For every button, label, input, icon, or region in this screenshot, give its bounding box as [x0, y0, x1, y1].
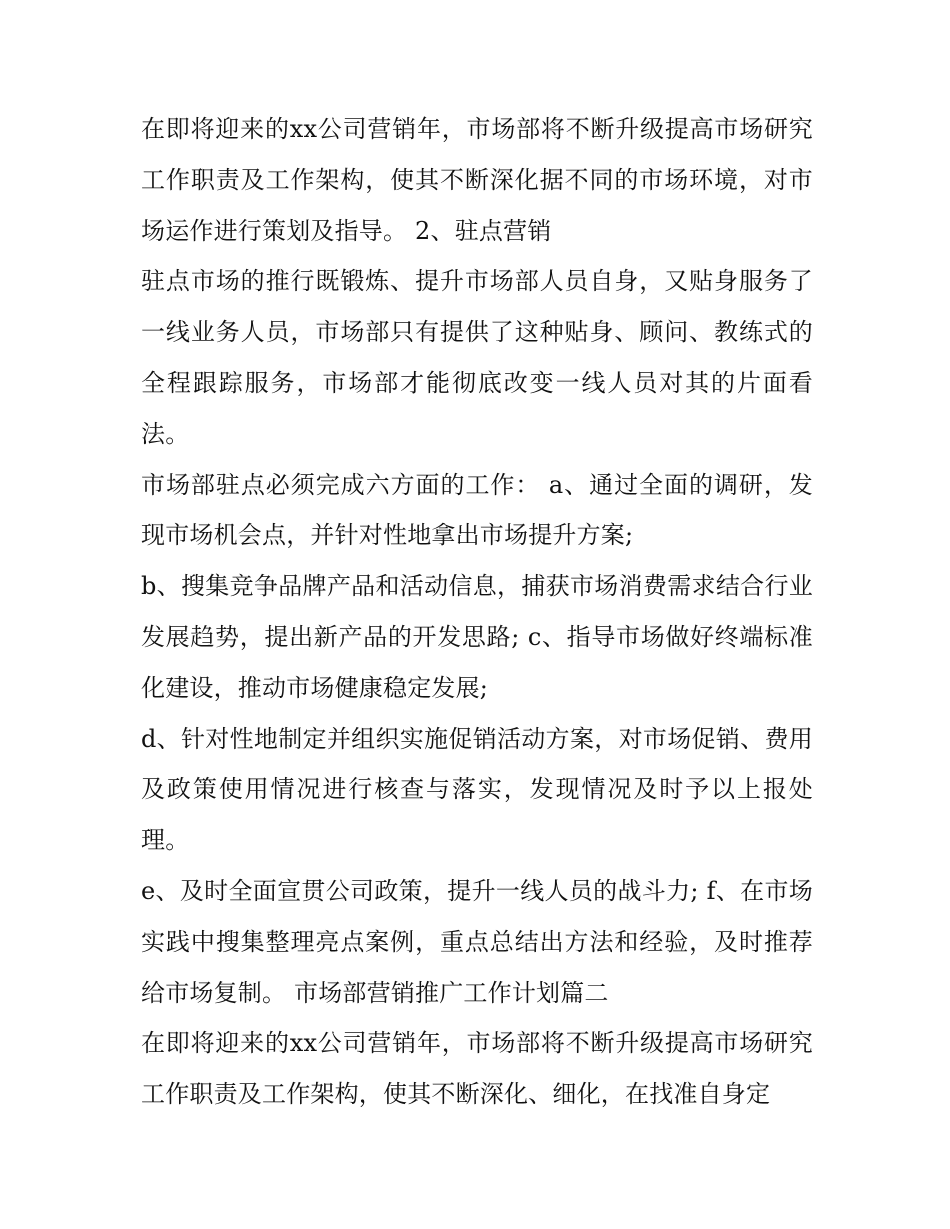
paragraph-6: e、及时全面宣贯公司政策，提升一线人员的战斗力; f、在市场实践中搜集整理亮点案例，重点总结出方法和经验，及时推荐给市场复制。 市场部营销推广工作计划篇二	[141, 876, 813, 1007]
paragraph-7: 在即将迎来的xx公司营销年，市场部将不断升级提高市场研究工作职责及工作架构，使其不断深化、细化，在找准自身定	[141, 1029, 813, 1109]
document-body	[141, 104, 813, 1120]
paragraph-5: d、针对性地制定并组织实施促销活动方案，对市场促销、费用及政策使用情况进行核查与落实，发现情况及时予以上报处理。	[141, 724, 813, 855]
paragraph-2: 驻点市场的推行既锻炼、提升市场部人员自身，又贴身服务了一线业务人员，市场部只有提供了这种贴身、顾问、教练式的全程跟踪服务，市场部才能彻底改变一线人员对其的片面看法。	[141, 267, 813, 448]
paragraph-1: 在即将迎来的xx公司营销年，市场部将不断升级提高市场研究工作职责及工作架构，使其不断深化据不同的市场环境，对市场运作进行策划及指导。 2、驻点营销	[141, 115, 813, 245]
paragraph-3: 市场部驻点必须完成六方面的工作： a、通过全面的调研，发现市场机会点，并针对性地拿出市场提升方案;	[141, 470, 813, 550]
paragraph-4: b、搜集竞争品牌产品和活动信息，捕获市场消费需求结合行业发展趋势，提出新产品的开发思路; c、指导市场做好终端标准化建设，推动市场健康稳定发展;	[141, 572, 813, 702]
